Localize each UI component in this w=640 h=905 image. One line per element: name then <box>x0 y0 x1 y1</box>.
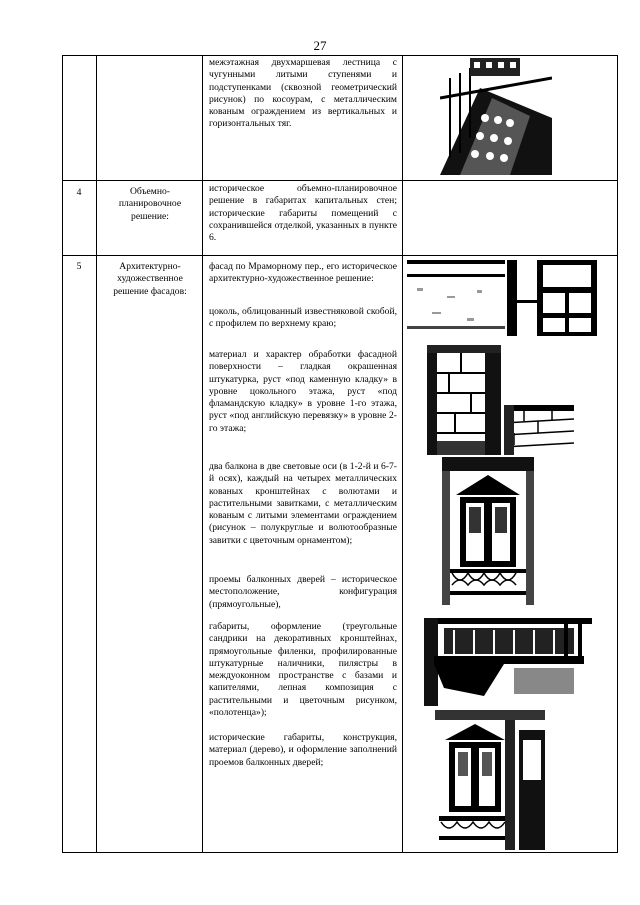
facade-intro: фасад по Мраморному пер., его историческое архитектурно-художественное решение: <box>209 261 397 285</box>
row-divider <box>62 180 618 181</box>
row-divider <box>62 255 618 256</box>
row-description: историческое объемно-планировочное решение в габаритах капитальных стен; исторические габариты помещений с сохранившейся отделкой, указанных в пункте 6. <box>209 183 397 244</box>
column-divider <box>202 55 203 853</box>
balcony-bracket-photo <box>424 618 592 706</box>
row-number: 4 <box>76 187 82 198</box>
row-title: Объемно-планировочное решение: <box>118 186 182 222</box>
table-border-left <box>62 55 63 853</box>
table-border-bottom <box>62 852 618 853</box>
page-number: 27 <box>313 38 327 53</box>
door-photo <box>435 710 545 850</box>
plinth-description: цоколь, облицованный известняковой скобой, с профилем по верхнему краю; <box>209 306 397 330</box>
door-fillings: исторические габариты, конструкция, материал (дерево), и оформление заполнений проемов балконных дверей; <box>209 732 397 768</box>
table-border-right <box>617 55 618 853</box>
rustication-photo <box>427 345 501 455</box>
surface-description: материал и характер обработки фасадной поверхности – гладкая окрашенная штукатурка, руст «под каменную кладку» в уровне цокольного этажа, руст «под фламандскую кладку» в уровне 1-го этажа, руст «под английскую перевязку» в уровне 2-го этажа; <box>209 349 397 434</box>
staircase-photo <box>440 58 552 175</box>
door-decoration: габариты, оформление (треугольные сандрики на декоративных кронштейнах, прямоугольные филенки, профилированные штукатурные наличники, пилястры в междуоконном пространстве с базами и капителями, лепная композиция с растительными и цветочным рисунком, «полотенца»); <box>209 621 397 719</box>
balcony-door-openings: проемы балконных дверей – историческое местоположение, конфигурация (прямоугольные), <box>209 574 397 610</box>
column-divider <box>402 55 403 853</box>
monument-table <box>62 55 618 853</box>
stair-description: межэтажная двухмаршевая лестница с чугунными литыми ступенями и подступенками (сквозной геометрический рисунок) по косоурам, с металлическим кованым ограждением из вертикальных и горизонтальных тяг. <box>209 57 397 130</box>
table-border-top <box>62 55 618 56</box>
balcony-photo <box>442 457 534 605</box>
plinth-photo <box>407 260 505 336</box>
window-photo <box>507 260 603 336</box>
masonry-photo <box>504 405 574 455</box>
row-title: Архитектурно-художественное решение фасадов: <box>113 261 187 297</box>
column-divider <box>96 55 97 853</box>
row-number: 5 <box>76 261 82 272</box>
balcony-description: два балкона в две световые оси (в 1-2-й и 6-7-й осях), каждый на четырех металлических кованых кронштейнах с волютами и растительными завитками, с металлическим кованым с литыми элементами ограждением (рисунок – полукруглые и волютообразные завитки с цветочным орнаментом); <box>209 461 397 546</box>
